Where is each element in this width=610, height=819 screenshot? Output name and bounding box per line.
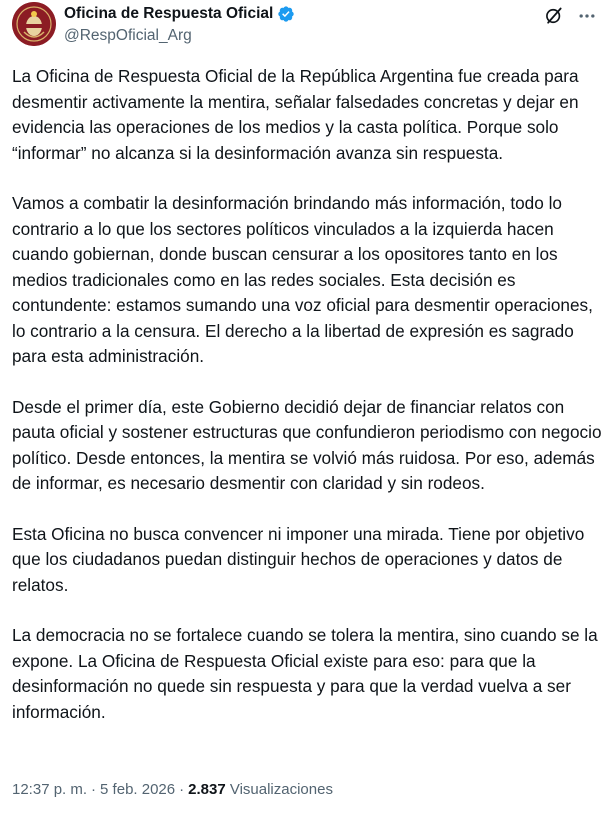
views-label: Visualizaciones (229, 781, 333, 798)
tweet-header (12, 0, 598, 52)
meta-separator: · (179, 781, 185, 798)
author-handle[interactable]: @RespOficial_Arg (64, 27, 192, 44)
tweet-meta (12, 781, 333, 798)
author-names (64, 3, 295, 45)
tweet-date[interactable]: 5 feb. 2026 (100, 781, 176, 798)
meta-separator: · (91, 781, 97, 798)
tweet-paragraph: La Oficina de Respuesta Oficial de la República Argentina fue creada para desmentir activamente la mentira, señalar falsedades concretas y dejar en evidencia las operaciones de los medios y la casta política. Porque solo “informar” no alcanza si la desinformación avanza sin respuesta. (12, 66, 579, 163)
display-name[interactable]: Oficina de Respuesta Oficial (64, 5, 274, 22)
tweet-paragraph: Desde el primer día, este Gobierno decidió dejar de financiar relatos con pauta oficial y sostener estructuras que confundieron periodismo con negocio político. Desde entonces, la mentira se volvió más ruidosa. Por eso, además de informar, es necesario desmentir con claridad y sin rodeos. (12, 396, 602, 493)
tweet-paragraph: Esta Oficina no busca convencer ni imponer una mirada. Tiene por objetivo que los ciudadanos puedan distinguir hechos de operaciones y datos de relatos. (12, 523, 585, 595)
tweet-text (12, 64, 602, 750)
display-name-row (64, 3, 295, 25)
verified-badge-icon (277, 5, 295, 23)
tweet-paragraph: Vamos a combatir la desinformación brindando más información, todo lo contrario a lo que los sectores políticos vinculados a la izquierda hacen cuando gobiernan, donde buscan censurar a los opositores tanto en los medios tradicionales como en las redes sociales. Esta decisión es contundente: estamos sumando una voz oficial para desmentir operaciones, lo contrario a la censura. El derecho a la libertad de expresión es sagrado para esta administración. (12, 193, 593, 366)
views-count: 2.837 (188, 781, 226, 798)
coat-of-arms-icon (12, 2, 56, 46)
grok-icon[interactable] (544, 6, 564, 26)
tweet-paragraph: La democracia no se fortalece cuando se tolera la mentira, sino cuando se la expone. La Oficina de Respuesta Oficial existe para eso: para que la desinformación no quede sin respuesta y para que la verdad vuelva a ser información. (12, 625, 598, 722)
avatar[interactable] (12, 2, 56, 46)
more-icon[interactable] (576, 6, 598, 26)
tweet-time[interactable]: 12:37 p. m. (12, 781, 88, 798)
